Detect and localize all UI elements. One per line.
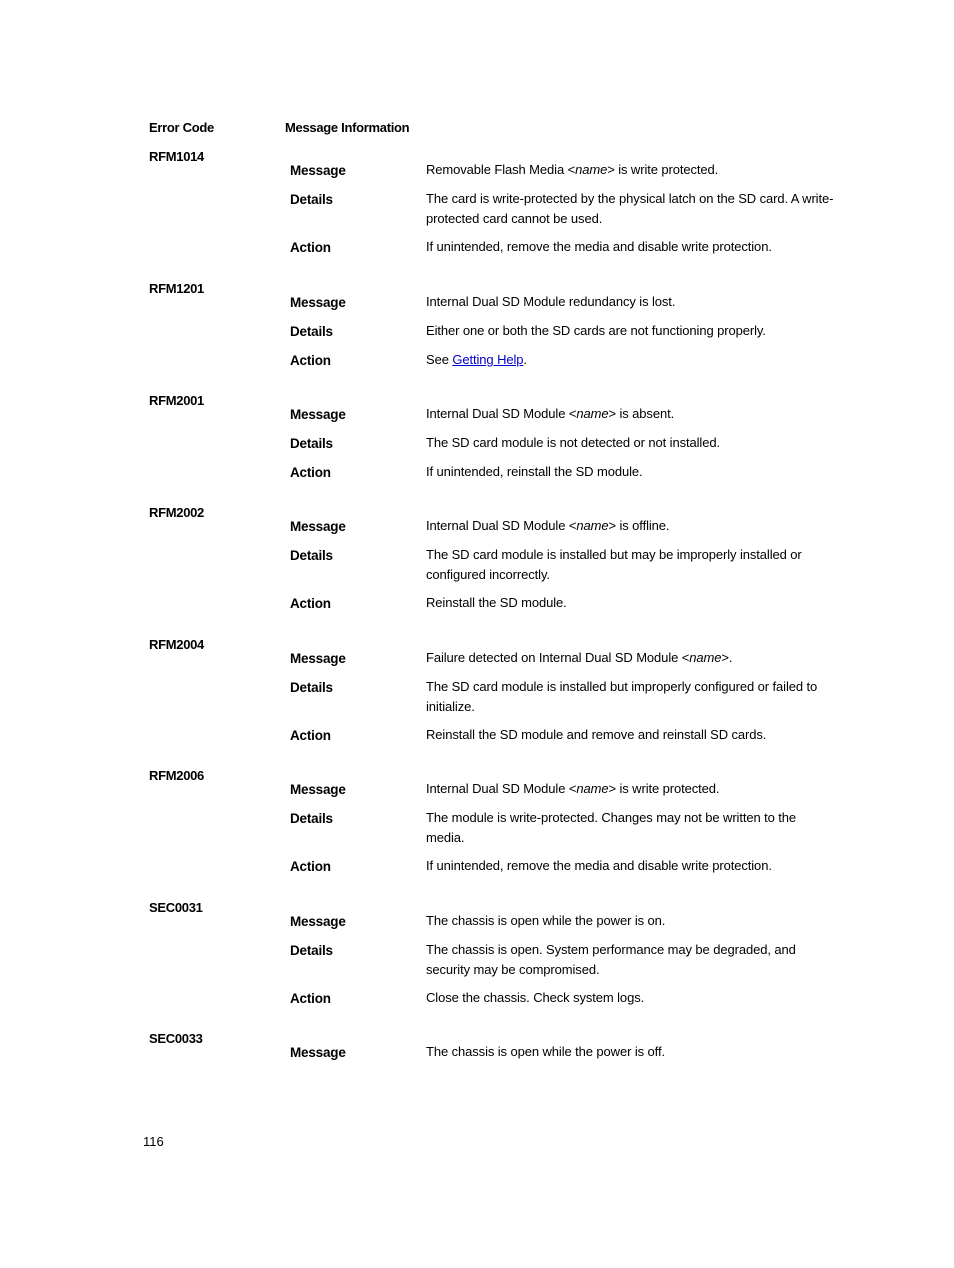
details-label: Details (290, 943, 333, 958)
getting-help-link[interactable]: Getting Help (452, 352, 524, 367)
message-text: Internal Dual SD Module <name> is offline. (426, 518, 670, 533)
details-label: Details (290, 436, 333, 451)
error-code: RFM2001 (149, 393, 204, 408)
message-text: Internal Dual SD Module <name> is absent. (426, 406, 675, 421)
action-label: Action (290, 728, 331, 743)
details-text: Either one or both the SD cards are not functioning properly. (426, 323, 766, 338)
table-header (149, 120, 839, 140)
message-label: Message (290, 914, 346, 929)
error-code: RFM1014 (149, 149, 204, 164)
details-text: The SD card module is not detected or not installed. (426, 435, 720, 450)
action-text: If unintended, remove the media and disable write protection. (426, 239, 772, 254)
message-text: The chassis is open while the power is off. (426, 1044, 665, 1059)
action-text: Reinstall the SD module. (426, 595, 567, 610)
message-label: Message (290, 519, 346, 534)
details-text: The SD card module is installed but improperly configured or failed to initialize. (426, 679, 818, 714)
message-label: Message (290, 407, 346, 422)
message-label: Message (290, 782, 346, 797)
message-label: Message (290, 651, 346, 666)
message-text: The chassis is open while the power is on. (426, 913, 666, 928)
action-text: See Getting Help. (426, 352, 527, 367)
message-text: Internal Dual SD Module redundancy is lost. (426, 294, 676, 309)
action-label: Action (290, 240, 331, 255)
error-code: SEC0033 (149, 1031, 203, 1046)
message-label: Message (290, 295, 346, 310)
error-code: RFM1201 (149, 281, 204, 296)
details-label: Details (290, 680, 333, 695)
action-label: Action (290, 353, 331, 368)
action-text: If unintended, reinstall the SD module. (426, 464, 643, 479)
action-label: Action (290, 596, 331, 611)
error-code: RFM2002 (149, 505, 204, 520)
page-number: 116 (143, 1134, 164, 1149)
details-label: Details (290, 192, 333, 207)
details-text: The SD card module is installed but may be improperly installed or configured incorrectly. (426, 547, 802, 582)
message-text: Failure detected on Internal Dual SD Module <name>. (426, 650, 733, 665)
details-text: The card is write-protected by the physical latch on the SD card. A write-protected card cannot be used. (426, 191, 834, 226)
header-message-information: Message Information (285, 120, 410, 135)
error-code: RFM2004 (149, 637, 204, 652)
action-label: Action (290, 859, 331, 874)
details-text: The chassis is open. System performance may be degraded, and security may be compromised. (426, 942, 796, 977)
message-text: Removable Flash Media <name> is write protected. (426, 162, 719, 177)
details-label: Details (290, 548, 333, 563)
message-label: Message (290, 1045, 346, 1060)
action-label: Action (290, 991, 331, 1006)
action-text: If unintended, remove the media and disable write protection. (426, 858, 772, 873)
action-text: Reinstall the SD module and remove and reinstall SD cards. (426, 727, 767, 742)
details-label: Details (290, 324, 333, 339)
action-label: Action (290, 465, 331, 480)
header-error-code: Error Code (149, 120, 214, 135)
details-label: Details (290, 811, 333, 826)
details-text: The module is write-protected. Changes may not be written to the media. (426, 810, 797, 845)
action-text: Close the chassis. Check system logs. (426, 990, 645, 1005)
message-text: Internal Dual SD Module <name> is write protected. (426, 781, 720, 796)
error-code: SEC0031 (149, 900, 203, 915)
message-label: Message (290, 163, 346, 178)
error-code: RFM2006 (149, 768, 204, 783)
